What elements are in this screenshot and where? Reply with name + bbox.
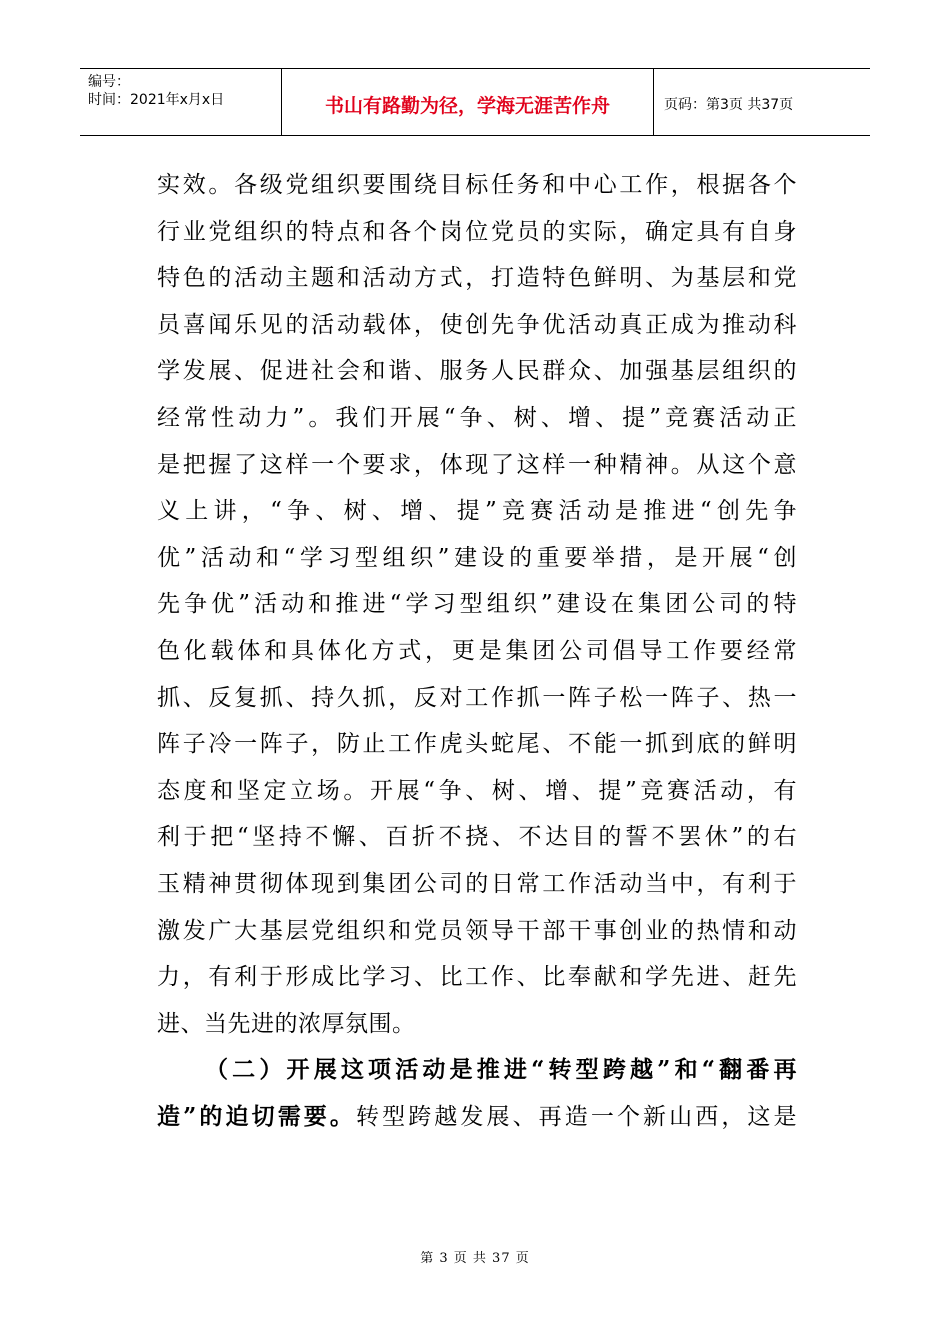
text-line: 色化载体和具体化方式，更是集团公司倡导工作要经常: [157, 637, 797, 664]
text-line: 抓、反复抓、持久抓，反对工作抓一阵子松一阵子、热一: [157, 684, 797, 711]
text-line: 力，有利于形成比学习、比工作、比奉献和学先进、赶先: [157, 964, 797, 991]
section-heading-line: （二）开展这项活动是推进“转型跨越”和“翻番再: [205, 1056, 797, 1084]
text-line: 进、当先进的浓厚氛围。: [157, 1010, 416, 1037]
text-line: 是把握了这样一个要求，体现了这样一种精神。从这个意: [157, 451, 797, 478]
text-line: 义上讲，“争、树、增、提”竞赛活动是推进“创先争: [157, 498, 797, 525]
text-line: 学发展、促进社会和谐、服务人民群众、加强基层组织的: [157, 358, 797, 385]
header-meta-cell: [80, 69, 282, 135]
text-line: 先争优”活动和推进“学习型组织”建设在集团公司的特: [157, 591, 797, 618]
page-header: [80, 68, 870, 136]
header-motto-cell: [282, 69, 654, 135]
text-line: [157, 1094, 797, 1141]
text-line: 激发广大基层党组织和党员领导干部干事创业的热情和动: [157, 917, 797, 944]
header-page-cell: [654, 69, 870, 135]
page-info: 页码：第3页 共37页: [664, 97, 794, 113]
motto-text: 书山有路勤为径，学海无涯苦作舟: [324, 94, 610, 117]
text-line: 实效。各级党组织要围绕目标任务和中心工作，根据各个: [157, 172, 797, 198]
text-line: 利于把“坚持不懈、百折不挠、不达目的誓不罢休”的右: [157, 824, 797, 851]
paragraph-2: [157, 1047, 797, 1140]
text-line: 阵子冷一阵子，防止工作虎头蛇尾、不能一抓到底的鲜明: [157, 731, 797, 758]
text-line: 员喜闻乐见的活动载体，使创先争优活动真正成为推动科: [157, 311, 797, 338]
text-line: 玉精神贯彻体现到集团公司的日常工作活动当中，有利于: [157, 870, 797, 897]
text-line: 优”活动和“学习型组织”建设的重要举措，是开展“创: [157, 544, 797, 571]
text-line: 特色的活动主题和活动方式，打造特色鲜明、为基层和党: [157, 265, 797, 292]
section-heading-end: 造”的迫切需要。: [157, 1102, 356, 1130]
document-body: [157, 162, 797, 1140]
number-label: 编号：: [88, 74, 130, 90]
page-footer: 第 3 页 共 37 页: [420, 1251, 530, 1266]
date-label: 时间：2021年x月x日: [88, 92, 225, 108]
text-run: 转型跨越发展、再造一个新山西，这是: [356, 1103, 798, 1130]
text-line: 行业党组织的特点和各个岗位党员的实际，确定具有自身: [157, 218, 797, 245]
paragraph-1: [157, 162, 797, 1047]
text-line: 经常性动力”。我们开展“争、树、增、提”竞赛活动正: [157, 404, 797, 431]
text-line: 态度和坚定立场。开展“争、树、增、提”竞赛活动，有: [157, 777, 797, 804]
